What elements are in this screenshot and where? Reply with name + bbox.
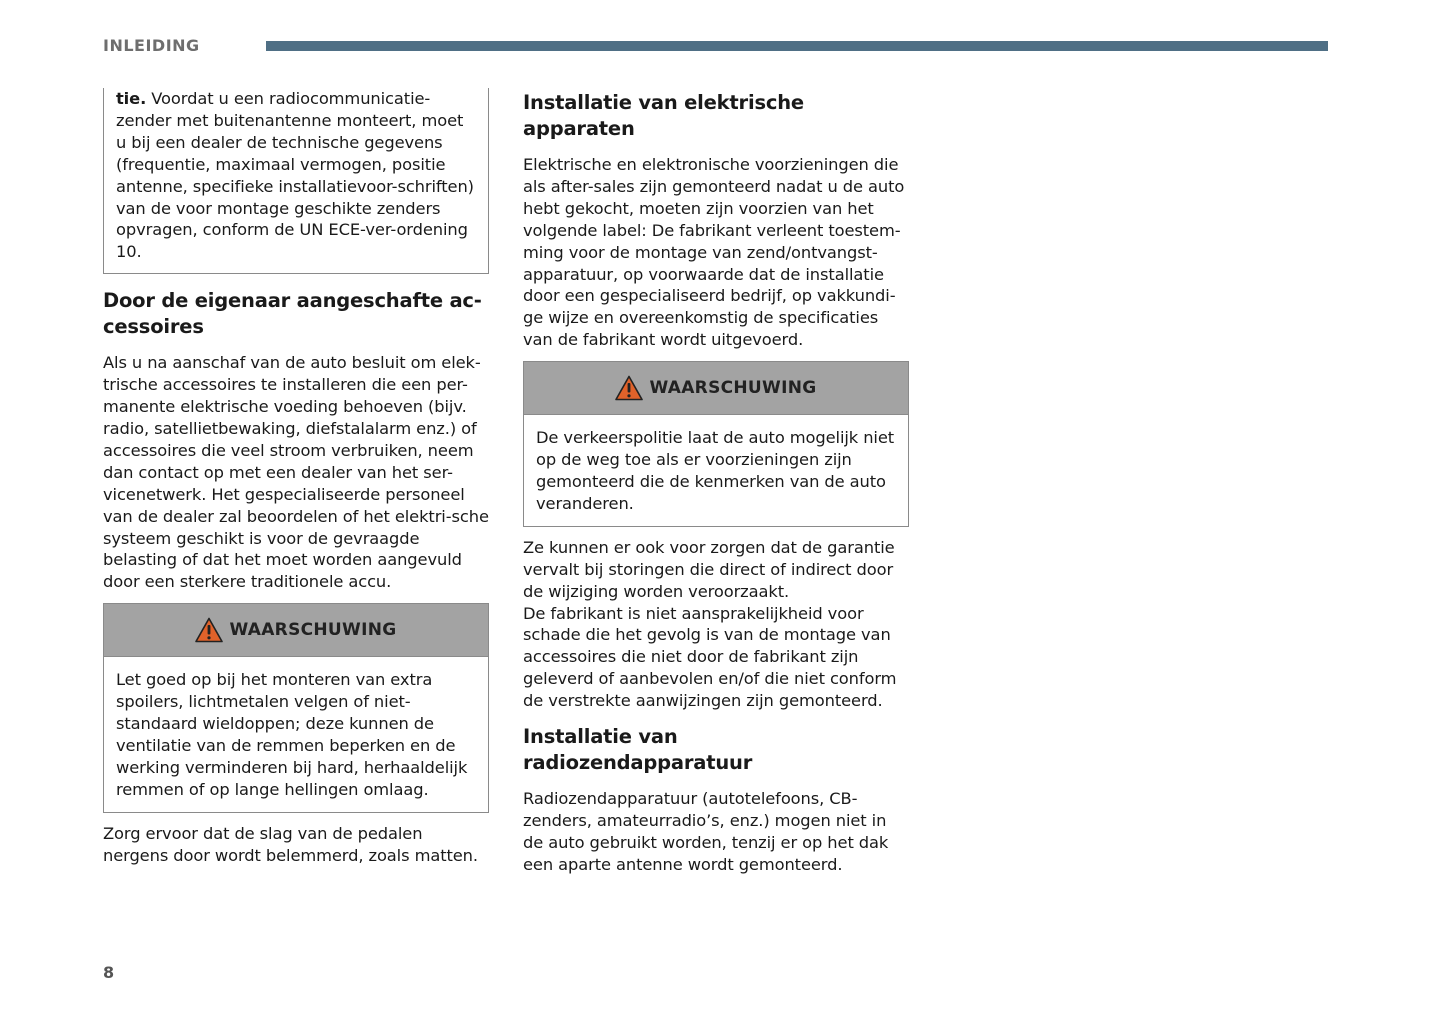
warning-triangle-icon: [615, 375, 643, 401]
warning-label: WAARSCHUWING: [229, 620, 397, 641]
right-column: [523, 90, 909, 876]
continued-note-bold: tie.: [116, 89, 147, 108]
warning-box-spoilers: [103, 603, 489, 812]
warning-text: Let goed op bij het monteren van extra spoilers, lichtmetalen velgen of niet-standaard wieldoppen; deze kunnen de ventilatie van de remmen beperken en de werking verminderen bij hard, herhaaldelijk remmen of op lange hellingen omlaag.: [116, 670, 468, 799]
heading-accessories: Door de eigenaar aangeschafte ac-cessoires: [103, 289, 482, 339]
pedals-paragraph: Zorg ervoor dat de slag van de pedalen nergens door wordt belemmerd, zoals matten.: [103, 823, 478, 865]
left-column: [103, 88, 489, 866]
warning-triangle-icon: [195, 617, 223, 643]
warranty-paragraph: Ze kunnen er ook voor zorgen dat de garantie vervalt bij storingen die direct of indirect door de wijziging worden veroorzaakt.: [523, 537, 895, 601]
warning-text: De verkeerspolitie laat de auto mogelijk niet op de weg toe als er voorzieningen zijn gemonteerd die de kenmerken van de auto veranderen.: [536, 428, 895, 513]
electrical-devices-paragraph: Elektrische en elektronische voorzieningen die als after-sales zijn gemonteerd nadat u de auto hebt gekocht, moeten zijn voorzien van het volgende label: De fabrikant verleent toestem-ming voor de montage van zend/ontvangst-apparatuur, op voorwaarde dat de installatie door een gespecialiseerd bedrijf, op vakkundi-ge wijze en overeenkomstig de specificaties van de fabrikant wordt uitgevoerd.: [523, 155, 905, 350]
continued-note-box: [103, 88, 489, 274]
continued-note-text: [116, 88, 476, 263]
heading-radio-transmitters: Installatie van radiozendapparatuur: [523, 725, 753, 775]
header-bar: [266, 41, 1328, 51]
heading-electrical-devices: Installatie van elektrische apparaten: [523, 91, 804, 140]
page-number: 8: [103, 963, 115, 982]
warning-box-police: [523, 361, 909, 527]
warning-header: [104, 604, 488, 657]
accessories-paragraph: Als u na aanschaf van de auto besluit om elek-trische accessoires te installeren die een per-manente elektrische voeding behoeven (bijv. radio, satellietbewaking, diefstalalarm enz.) of accessoires die veel stroom verbruiken, neem dan contact op met een dealer van het ser-vicenetwerk. Het gespecialiseerde personeel van de dealer zal beoordelen of het elektri-sche systeem geschikt is voor de gevraagde belasting of dat het moet worden aangevuld door een sterkere traditionele accu.: [103, 353, 489, 592]
section-title: INLEIDING: [103, 36, 200, 55]
radio-transmitters-paragraph: Radiozendapparatuur (autotelefoons, CB-zenders, amateurradio’s, enz.) mogen niet in de auto gebruikt worden, tenzij er op het dak een aparte antenne wordt gemonteerd.: [523, 789, 889, 874]
warning-label: WAARSCHUWING: [649, 378, 817, 399]
continued-note-body: Voordat u een radiocommunicatie- zender met buitenantenne monteert, moet u bij een dealer de technische gegevens (frequentie, maximaal vermogen, positie antenne, specifieke installatievoor-schriften) van de voor montage geschikte zenders opvragen, conform de UN ECE-ver-ordening 10.: [116, 89, 474, 262]
warning-header: [524, 362, 908, 415]
liability-paragraph: De fabrikant is niet aansprakelijkheid voor schade die het gevolg is van de montage van accessoires die niet door de fabrikant zijn geleverd of aanbevolen en/of die niet conform de verstrekte aanwijzingen zijn gemonteerd.: [523, 603, 897, 711]
